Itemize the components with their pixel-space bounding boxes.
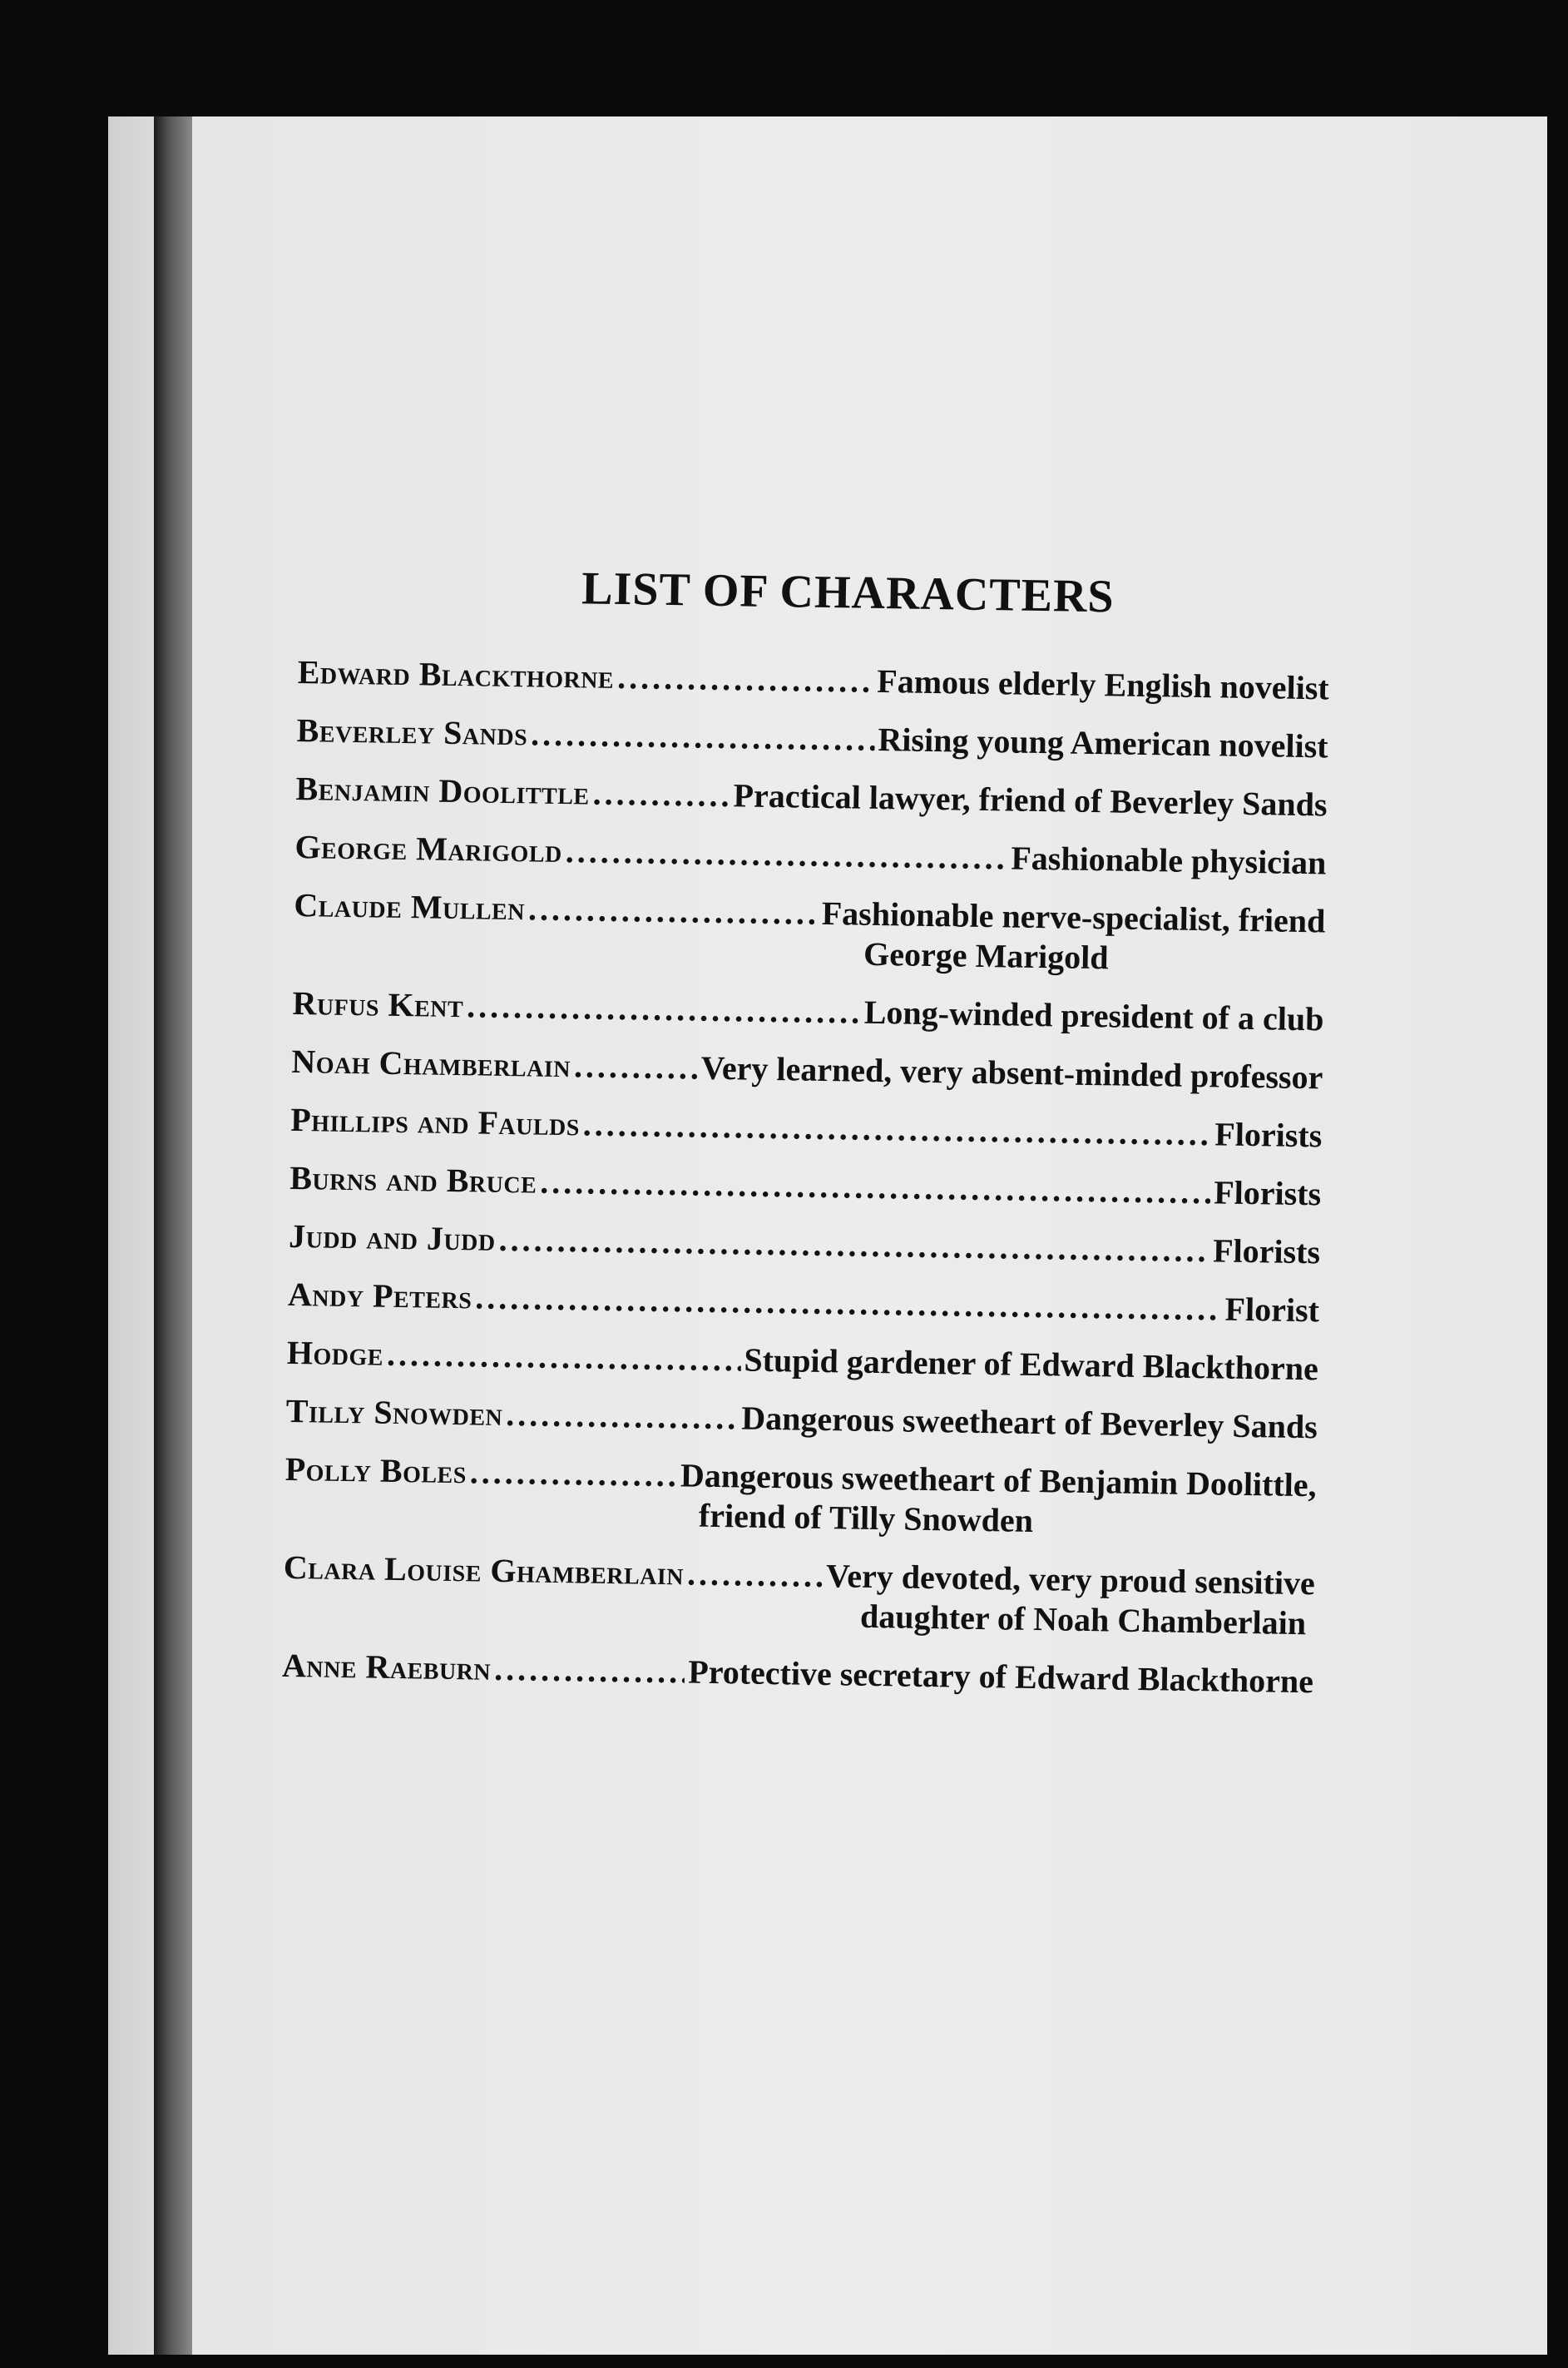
character-description: Protective secretary of Edward Blackthorne (688, 1652, 1314, 1701)
character-entry (282, 1646, 1314, 1702)
character-entry (283, 1548, 1315, 1643)
dot-leader (687, 1553, 824, 1596)
dot-leader (498, 1220, 1209, 1271)
character-entry (287, 1333, 1319, 1389)
character-entry (289, 1158, 1322, 1214)
character-description: Rising young American novelist (878, 720, 1328, 765)
character-description: Fashionable nerve-specialist, friend (821, 894, 1326, 940)
character-name: Andy Peters (287, 1275, 472, 1316)
page-title: LIST OF CHARACTERS (581, 562, 1115, 623)
character-description: Famous elderly English novelist (877, 661, 1330, 707)
character-description: Florists (1214, 1115, 1323, 1155)
character-entry (289, 1216, 1321, 1272)
character-name: George Marigold (294, 827, 563, 870)
dot-leader (565, 831, 1007, 878)
dot-leader (531, 714, 875, 759)
character-name: Edward Blackthorne (297, 652, 615, 696)
character-entry (288, 1275, 1320, 1330)
character-description: Stupid gardener of Edward Blackthorne (744, 1340, 1319, 1388)
character-name: Phillips and Faulds (290, 1100, 581, 1143)
character-name: Polly Boles (284, 1449, 467, 1491)
dot-leader (387, 1335, 741, 1380)
character-description-continued: George Marigold (863, 934, 1109, 977)
character-description: Practical lawyer, friend of Beverley Sands (733, 776, 1328, 824)
dot-leader (617, 657, 874, 701)
dot-leader (583, 1104, 1212, 1154)
character-name: Burns and Bruce (289, 1158, 537, 1201)
character-name: Clara Louise Ghamberlain (283, 1548, 685, 1593)
dot-leader (540, 1162, 1211, 1213)
character-name: Judd and Judd (288, 1216, 497, 1258)
character-description-continued: daughter of Noah Chamberlain (859, 1597, 1307, 1642)
character-description: Dangerous sweetheart of Benjamin Doolittle, (680, 1456, 1317, 1504)
dot-leader (494, 1649, 685, 1692)
character-description: Long-winded president of a club (863, 993, 1324, 1038)
dot-leader (528, 889, 819, 933)
character-description: Florists (1212, 1231, 1321, 1271)
dot-leader (592, 774, 730, 816)
character-entry (297, 652, 1329, 708)
character-name: Tilly Snowden (285, 1391, 503, 1433)
character-entry (295, 769, 1328, 825)
book-spine-shadow (154, 116, 192, 2355)
character-name: Benjamin Doolittle (295, 769, 591, 812)
dot-leader (574, 1046, 698, 1087)
character-name: Rufus Kent (292, 983, 464, 1025)
character-name: Claude Mullen (294, 885, 526, 928)
character-entry (292, 983, 1324, 1039)
character-entry (291, 1042, 1323, 1097)
dot-leader (475, 1277, 1222, 1329)
character-description: Florists (1213, 1173, 1322, 1213)
dot-leader (467, 986, 861, 1032)
character-entry (294, 827, 1327, 883)
character-name: Anne Raeburn (281, 1646, 492, 1687)
character-name: Beverley Sands (296, 711, 528, 753)
character-entry (286, 1391, 1318, 1447)
character-name: Noah Chamberlain (291, 1042, 571, 1085)
character-description: Florist (1224, 1290, 1320, 1330)
character-description: Dangerous sweetheart of Beverley Sands (740, 1399, 1318, 1446)
character-name: Hodge (286, 1333, 384, 1373)
character-description: Very learned, very absent-minded professor (700, 1048, 1323, 1097)
character-description: Fashionable physician (1011, 839, 1327, 882)
dot-leader (506, 1395, 739, 1438)
character-entry (284, 1449, 1317, 1545)
character-description: Very devoted, very proud sensitive (825, 1557, 1316, 1603)
character-description-continued: friend of Tilly Snowden (698, 1496, 1034, 1539)
character-entry (293, 885, 1325, 981)
character-entry (290, 1100, 1323, 1156)
character-list (281, 557, 1330, 1720)
character-entry (296, 711, 1328, 766)
dot-leader (469, 1452, 677, 1495)
